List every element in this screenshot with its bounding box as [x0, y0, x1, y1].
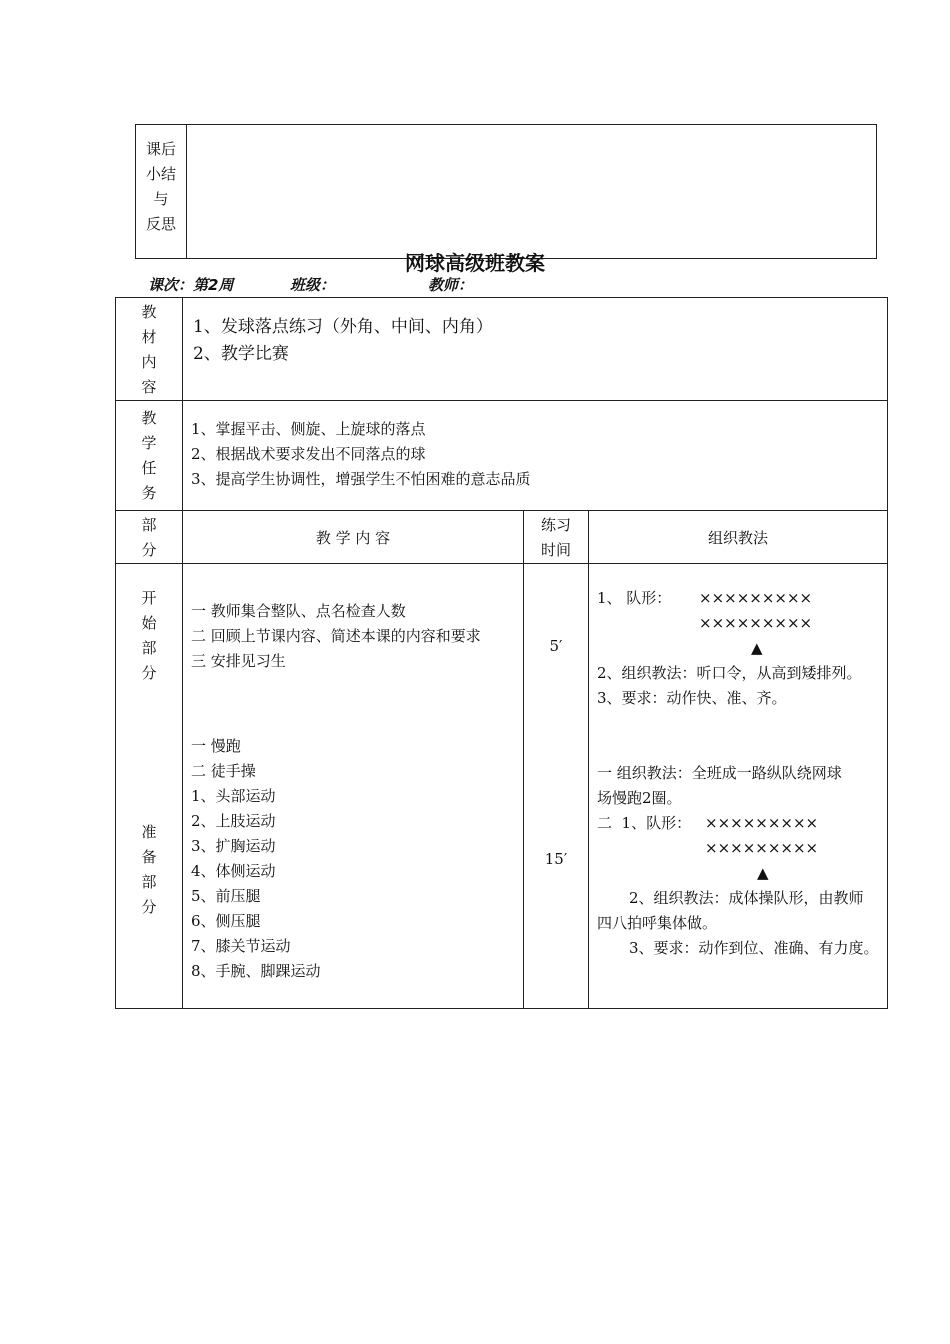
label-char: 容: [141, 378, 157, 396]
list-item: 1、掌握平击、侧旋、上旋球的落点: [191, 420, 426, 438]
prep-method: [597, 711, 887, 961]
list-item: 一 组织教法：全班成一路纵队绕网球: [597, 764, 842, 782]
list-item: 2、教学比赛: [193, 344, 289, 364]
start-formation-line: [597, 586, 887, 611]
label-char: 教: [141, 409, 157, 427]
list-item: 2、组织教法：听口令，从高到矮排列。: [597, 664, 862, 682]
start-time: 5′: [549, 637, 563, 655]
material-label: [116, 298, 183, 401]
lesson-plan-table: [115, 297, 888, 1009]
list-item: 一 教师集合整队、点名检查人数: [191, 602, 406, 620]
label-char: 学: [141, 434, 157, 452]
list-item: 3、提高学生协调性，增强学生不怕困难的意志品质: [191, 470, 531, 488]
list-item: 二 回顾上节课内容、简述本课的内容和要求: [191, 627, 481, 645]
header-content: 教 学 内 容: [183, 511, 524, 564]
formation-row: ×××××××××: [705, 814, 819, 832]
prep-formation-line-2: [597, 836, 887, 861]
prep-content: [191, 674, 523, 984]
meta-lesson: 课次：第2周: [148, 276, 234, 294]
label-char: 教: [141, 303, 157, 321]
list-item: 三 安排见习生: [191, 652, 286, 670]
start-content: [191, 564, 523, 674]
start-label: [116, 564, 182, 686]
summary-label-line: 反思: [145, 215, 176, 233]
teacher-triangle-icon: ▲: [751, 639, 763, 657]
label-char: 开: [141, 589, 157, 607]
tasks-label: [116, 401, 183, 511]
list-item: 8、手腕、脚踝运动: [191, 962, 321, 980]
label-char: 部: [141, 873, 157, 891]
label-char: 准: [141, 823, 157, 841]
summary-table: [135, 124, 877, 259]
content-column: [183, 564, 524, 1009]
summary-label: [136, 125, 187, 259]
formation-row: ×××××××××: [699, 614, 813, 632]
part-labels: [116, 564, 183, 1009]
summary-content: [187, 125, 877, 259]
list-item: 3、扩胸运动: [191, 837, 276, 855]
start-method: [597, 564, 887, 711]
header-method: 组织教法: [589, 511, 888, 564]
list-item: 1、头部运动: [191, 787, 276, 805]
label-char: 时间: [540, 541, 571, 559]
list-item: 二 徒手操: [191, 762, 256, 780]
body-row: [116, 564, 888, 1009]
prep-label: [116, 686, 182, 920]
meta-class: 班级：: [290, 276, 336, 294]
label-char: 分: [141, 664, 157, 682]
header-row: [116, 511, 888, 564]
list-item: 5、前压腿: [191, 887, 261, 905]
material-row: [116, 298, 888, 401]
formation-row: ×××××××××: [699, 589, 813, 607]
list-item: 3、要求：动作快、准、齐。: [597, 689, 787, 707]
list-item: 1、发球落点练习（外角、中间、内角）: [193, 317, 493, 337]
teacher-triangle-icon: ▲: [757, 864, 769, 882]
header-time: [524, 511, 589, 564]
prep-formation-line: [597, 811, 887, 836]
label-char: 练习: [540, 516, 571, 534]
label-char: 部: [141, 516, 157, 534]
formation-row: ×××××××××: [705, 839, 819, 857]
list-item: 一 慢跑: [191, 737, 241, 755]
material-content: [183, 298, 888, 401]
label-char: 内: [141, 353, 157, 371]
label-char: 任: [141, 459, 157, 477]
label-char: 务: [141, 484, 157, 502]
list-item: 4、体侧运动: [191, 862, 276, 880]
list-item: 6、侧压腿: [191, 912, 261, 930]
list-item: 2、根据战术要求发出不同落点的球: [191, 445, 426, 463]
label-char: 备: [141, 848, 157, 866]
summary-label-line: 与: [153, 190, 169, 208]
start-formation-line-2: [597, 611, 887, 636]
header-part: [116, 511, 183, 564]
tasks-row: [116, 401, 888, 511]
prep-time: 15′: [544, 850, 568, 868]
method-column: [589, 564, 888, 1009]
time-column: [524, 564, 589, 1009]
formation-label: 1、 队形：: [597, 589, 672, 607]
label-char: 分: [141, 898, 157, 916]
formation-label: 二 1、队形：: [597, 814, 692, 832]
label-char: 部: [141, 639, 157, 657]
label-char: 材: [141, 328, 157, 346]
list-item: 四八拍呼集体做。: [597, 914, 718, 932]
summary-label-line: 小结: [145, 165, 176, 183]
list-item: 3、要求：动作到位、准确、有力度。: [629, 939, 879, 957]
summary-label-line: 课后: [145, 140, 176, 158]
page-title: 网球高级班教案: [405, 251, 545, 275]
list-item: 7、膝关节运动: [191, 937, 291, 955]
tasks-content: [183, 401, 888, 511]
list-item: 2、组织教法：成体操队形，由教师: [629, 889, 864, 907]
meta-teacher: 教师：: [428, 276, 474, 294]
list-item: 2、上肢运动: [191, 812, 276, 830]
list-item: 场慢跑2圈。: [597, 789, 682, 807]
label-char: 分: [141, 541, 157, 559]
label-char: 始: [141, 614, 157, 632]
